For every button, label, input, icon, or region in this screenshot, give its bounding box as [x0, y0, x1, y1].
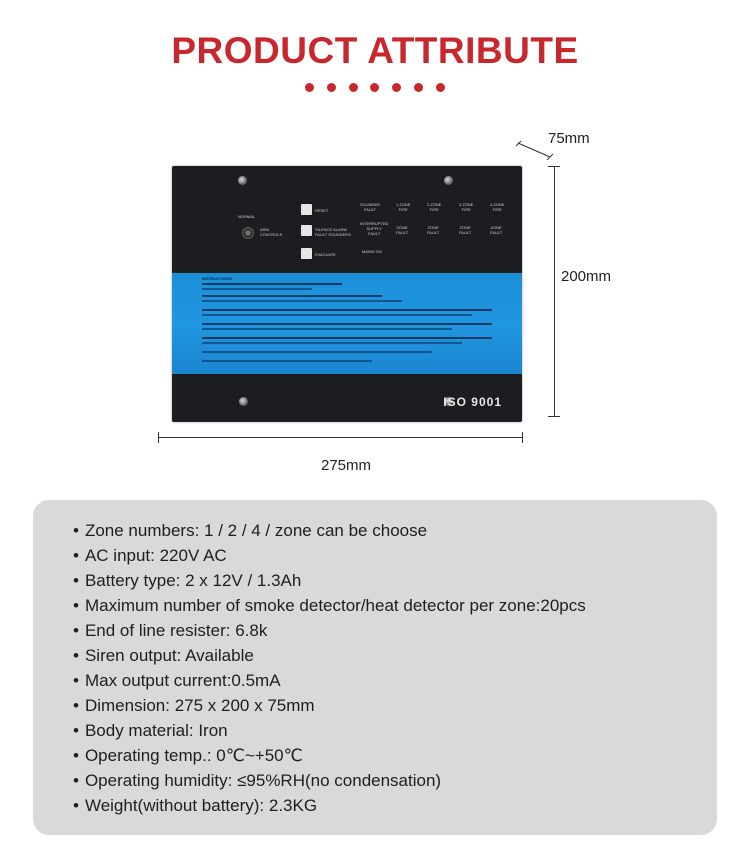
instruction-line: [202, 351, 432, 353]
divider-dot: [327, 83, 336, 92]
width-dimension-line: [158, 437, 523, 438]
instructions-heading: INSTRUCTIONS: [202, 276, 232, 281]
instruction-line: [202, 283, 342, 285]
arm-controls-label: ARM CONTROLS: [260, 227, 283, 237]
width-dimension-label: 275mm: [321, 457, 372, 474]
divider-dot: [305, 83, 314, 92]
silence-label: SILENCE ALARM FAULT SOUNDERS: [315, 227, 351, 237]
supply-fault-label: INTERRUPTED SUPPLY FAULT: [360, 221, 389, 236]
instruction-line: [202, 342, 462, 344]
spec-item: • Battery type: 2 x 12V / 1.3Ah: [73, 568, 586, 593]
screw-icon: [238, 176, 247, 185]
zone-fire-label: 1.ZONE FIRE: [396, 202, 411, 212]
height-dimension-line: [554, 166, 555, 416]
zone-fault-label: ZONE FAULT: [459, 225, 472, 235]
instruction-line: [202, 323, 492, 325]
spec-item: • Maximum number of smoke detector/heat detector per zone:20pcs: [73, 593, 586, 618]
sounder-fault-label: SOUNDER FAULT: [360, 202, 381, 212]
divider-dot: [370, 83, 379, 92]
divider-dot: [392, 83, 401, 92]
zone-fire-label: 4.ZONE FIRE: [490, 202, 505, 212]
specifications-box: [33, 500, 717, 835]
spec-item: • Dimension: 275 x 200 x 75mm: [73, 693, 586, 718]
spec-item: • End of line resister: 6.8k: [73, 618, 586, 643]
evacuate-label: EVACUATE: [315, 252, 336, 257]
spec-item: • Max output current:0.5mA: [73, 668, 586, 693]
spec-item: • Operating humidity: ≤95%RH(no condensation): [73, 768, 586, 793]
instruction-line: [202, 295, 382, 297]
height-dimension-label: 200mm: [561, 268, 612, 285]
zone-fire-label: 2.ZONE FIRE: [427, 202, 442, 212]
spec-item: • Operating temp.: 0℃~+50℃: [73, 743, 586, 768]
page-title: PRODUCT ATTRIBUTE: [171, 30, 579, 71]
zone-fire-label: 3.ZONE FIRE: [459, 202, 474, 212]
iso-9001-label: ISO 9001: [443, 395, 502, 409]
spec-item: • Weight(without battery): 2.3KG: [73, 793, 586, 818]
instruction-line: [202, 360, 372, 362]
specifications-list: [73, 518, 586, 818]
screw-icon: [239, 397, 248, 406]
instruction-line: [202, 309, 492, 311]
height-dimension-tick: [548, 416, 560, 417]
instruction-line: [202, 314, 472, 316]
spec-item: • AC input: 220V AC: [73, 543, 586, 568]
divider-dot: [436, 83, 445, 92]
instructions-area: [172, 273, 522, 374]
screw-icon: [444, 176, 453, 185]
product-panel-image: [172, 166, 522, 422]
zone-fault-label: ZONE FAULT: [427, 225, 440, 235]
spec-item: • Siren output: Available: [73, 643, 586, 668]
zone-fault-label: ZONE FAULT: [490, 225, 503, 235]
key-switch-icon: [242, 227, 254, 239]
normal-label: NORMAL: [238, 214, 256, 219]
mains-on-label: MAINS ON: [362, 249, 382, 254]
silence-button: [301, 225, 312, 236]
divider-dot: [414, 83, 423, 92]
evacuate-button: [301, 248, 312, 259]
width-dimension-tick: [158, 432, 159, 443]
title-dots-divider: [305, 83, 445, 93]
spec-item: • Zone numbers: 1 / 2 / 4 / zone can be choose: [73, 518, 586, 543]
height-dimension-tick: [548, 166, 560, 167]
zone-fault-label: ZONE FAULT: [396, 225, 409, 235]
divider-dot: [349, 83, 358, 92]
instruction-line: [202, 300, 402, 302]
reset-label: RESET: [315, 208, 329, 213]
width-dimension-tick: [522, 432, 523, 443]
instruction-line: [202, 337, 492, 339]
depth-dimension-label: 75mm: [548, 130, 590, 147]
spec-item: • Body material: Iron: [73, 718, 586, 743]
instruction-line: [202, 288, 312, 290]
reset-button: [301, 204, 312, 215]
instruction-line: [202, 328, 452, 330]
